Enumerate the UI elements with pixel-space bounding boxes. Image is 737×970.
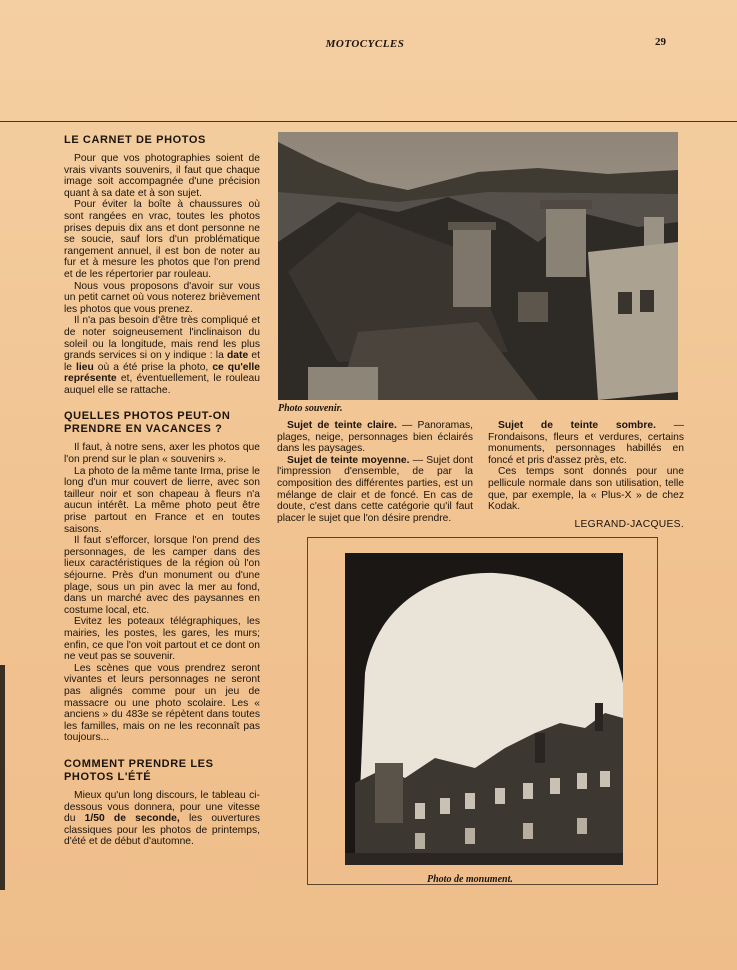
paragraph: Il faut s'efforcer, lorsque l'on prend des personnages, de les camper dans des lieux caractéristiques de la région où l'on séjourne. Près d'un monument ou d'une plage, sous un pin avec la mer au fond, dans un marché avec des paysannes en costume local, etc. xyxy=(64,535,260,616)
middle-column xyxy=(277,420,473,524)
paragraph: Sujet de teinte sombre. — Frondaisons, fleurs et verdures, certains monuments, personnages habillés en foncé et pris d'assez près, etc. xyxy=(488,420,684,466)
paragraph: Il n'a pas besoin d'être très compliqué et de noter soigneusement l'inclinaison du soleil ou la longitude, mais rend les plus grands services si on y indique : la date et le lieu où a été prise la photo, ce qu'elle représente et, éventuellement, le rouleau auquel elle se rattache. xyxy=(64,315,260,396)
paragraph: Ces temps sont donnés pour une pellicule normale dans son utilisation, telle que, par exemple, la « Plus-X » de chez Kodak. xyxy=(488,466,684,513)
paragraph: Nous vous proposons d'avoir sur vous un petit carnet où vous noterez brièvement les photos que vous prenez. xyxy=(64,280,260,315)
paragraph: Evitez les poteaux télégraphiques, les mairies, les postes, les gares, les murs; enfin, ce que l'on voit partout et ce dont on ne veut pas se souvenir. xyxy=(64,616,260,663)
header-rule xyxy=(0,121,737,122)
paragraph: Pour éviter la boîte à chaussures où sont rangées en vrac, toutes les photos prises depuis dix ans et dont personne ne se soucie, sauf lors d'un problématique rangement annuel, il est bon de noter au fur et à mesure les photos que l'on prend et de les répertorier par rouleau. xyxy=(64,199,260,280)
author-signature: LEGRAND-JACQUES. xyxy=(574,518,684,530)
magazine-title: MOTOCYCLES xyxy=(325,38,405,50)
page-number: 29 xyxy=(655,36,666,48)
paragraph: La photo de la même tante Irma, prise le long d'un mur couvert de lierre, avec son tailleur noir et son chapeau à fleurs n'a aucun intérêt. La même photo peut être prise partout en France et en toutes saisons. xyxy=(64,465,260,535)
photo-caption: Photo de monument. xyxy=(427,874,513,885)
section-heading-ete: COMMENT PRENDRE LES PHOTOS L'ÉTÉ xyxy=(64,757,214,783)
rooftops-photo xyxy=(278,132,678,400)
paragraph: Sujet de teinte moyenne. — Sujet dont l'impression d'ensemble, de par la composition des différentes parties, est un mélange de clair et de foncé. En cas de doute, c'est dans cette catégorie qu'il faut placer le sujet que l'on désire prendre. xyxy=(277,454,473,524)
margin-shadow xyxy=(0,665,5,890)
right-column xyxy=(488,420,684,530)
section-heading-carnet: LE CARNET DE PHOTOS xyxy=(64,134,206,146)
photo-caption: Photo souvenir. xyxy=(278,403,343,414)
paragraph: Pour que vos photographies soient de vrais vivants souvenirs, il faut que chaque image soit accompagnée d'une précision quant à sa date et à son sujet. xyxy=(64,153,260,199)
paragraph: Mieux qu'un long discours, le tableau ci-dessous vous donnera, pour une vitesse du 1/50 de seconde, les ouvertures classiques pour les photos de printemps, d'été et de début d'automne. xyxy=(64,789,260,848)
paragraph: Sujet de teinte claire. — Panoramas, plages, neige, personnages bien éclairés dans les paysages. xyxy=(277,420,473,455)
paragraph: Il faut, à notre sens, axer les photos que l'on prend sur le plan « souvenirs ». xyxy=(64,442,260,466)
monument-photo xyxy=(345,553,623,865)
section-heading-vacances: QUELLES PHOTOS PEUT-ON PRENDRE EN VACANCES ? xyxy=(64,410,231,436)
left-column xyxy=(64,134,260,848)
paragraph: Les scènes que vous prendrez seront vivantes et leurs personnages ne seront pas alignés comme pour un jeu de massacre ou une photo scolaire. Les « anciens » du 483e se répètent dans toutes les familles, mais on ne les reconnaît pas toujours... xyxy=(64,662,260,744)
